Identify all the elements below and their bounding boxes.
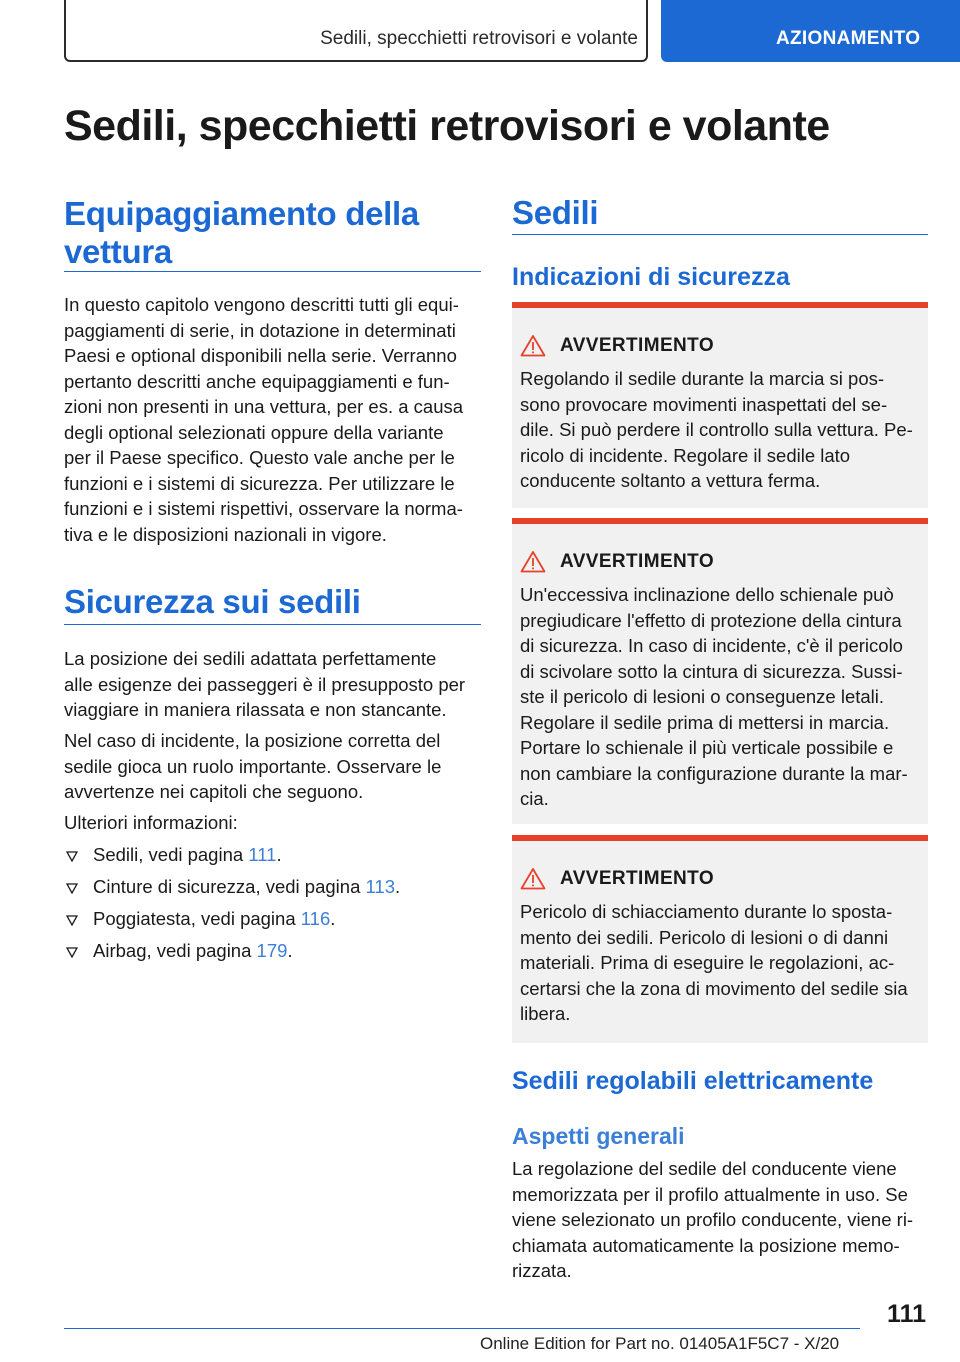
warning-box <box>512 302 928 508</box>
text-line: avvertenze nei capitoli che seguono. <box>64 781 364 802</box>
triangle-bullet-icon <box>66 883 78 894</box>
text-line: Portare lo schienale il più verticale possibile e <box>520 737 894 758</box>
section-heading-seat-safety: Sicurezza sui sedili <box>64 583 361 620</box>
header-section-title: Sedili, specchietti retrovisori e volante <box>320 28 638 49</box>
electric-seats-paragraph <box>512 1156 928 1284</box>
warning-label: AVVERTIMENTO <box>560 335 714 356</box>
warning-triangle-icon <box>520 867 546 890</box>
text-line: per il Paese specifico. Questo vale anche per le <box>64 447 455 468</box>
page-title: Sedili, specchietti retrovisori e volante <box>64 102 830 150</box>
section-heading-equipment <box>64 195 419 271</box>
text-line: La posizione dei sedili adattata perfettamente <box>64 648 437 669</box>
list-item-text: Sedili, vedi pagina <box>93 844 249 865</box>
text-line: certarsi che la zona di movimento del sedile sia <box>520 977 908 999</box>
list-item: Airbag, vedi pagina 179. <box>64 938 481 970</box>
subsection-heading-electric-seats: Sedili regolabili elettricamente <box>512 1067 874 1095</box>
text-line: Regolando il sedile durante la marcia si pos- <box>520 368 885 389</box>
text-line: pertanto descritti anche equipaggiamenti e fun- <box>64 370 450 392</box>
text-line: libera. <box>520 1003 571 1024</box>
text-line: degli optional selezionati oppure della variante <box>64 421 444 443</box>
text-line: ricolo di incidente. Regolare il sedile lato <box>520 444 851 466</box>
warning-label: AVVERTIMENTO <box>560 868 714 889</box>
list-item: Poggiatesta, vedi pagina 116. <box>64 906 481 938</box>
warning-box <box>512 518 928 824</box>
text-line: mento dei sedili. Pericolo di lesioni o di danni <box>520 926 889 948</box>
edition-note: Online Edition for Part no. 01405A1F5C7 - X/20 <box>480 1334 840 1353</box>
text-line: paggiamenti di serie, in dotazione in determinati <box>64 319 456 341</box>
heading-line: Equipaggiamento della <box>64 195 419 232</box>
text-line: conducente soltanto a vettura ferma. <box>520 470 821 491</box>
subheading-general: Aspetti generali <box>512 1123 685 1149</box>
seat-safety-paragraph-2 <box>64 728 481 805</box>
header-chapter-label: AZIONAMENTO <box>776 28 921 49</box>
text-line: ste il pericolo di lesioni o conseguenze letali. <box>520 686 885 707</box>
text-line: materiali. Prima di eseguire le regolazioni, ac- <box>520 952 895 973</box>
text-line: viene selezionato un profilo conducente, viene ri- <box>512 1209 914 1230</box>
text-line: dile. Si può perdere il controllo sulla vettura. Pe- <box>520 419 913 440</box>
text-line: non cambiare la configurazione durante la mar- <box>520 762 908 784</box>
footer-rule <box>64 1328 860 1329</box>
list-item-text: Poggiatesta, vedi pagina <box>93 908 301 929</box>
subsection-heading-safety: Indicazioni di sicurezza <box>512 263 790 291</box>
page-link-113[interactable]: 113 <box>365 876 396 897</box>
section-rule <box>64 624 481 625</box>
text-line: Un'eccessiva inclinazione dello schienale può <box>520 584 894 605</box>
section-rule <box>512 234 928 235</box>
warning-box <box>512 835 928 1043</box>
text-line: In questo capitolo vengono descritti tutti gli equi- <box>64 294 459 315</box>
text-line: pregiudicare l'effetto di protezione della cintura <box>520 609 902 631</box>
triangle-bullet-icon <box>66 947 78 958</box>
section-heading-seats: Sedili <box>512 194 599 231</box>
section-rule <box>64 271 481 272</box>
page-link-116[interactable]: 116 <box>300 908 331 929</box>
list-item-text: Cinture di sicurezza, vedi pagina <box>93 876 366 897</box>
page-link-111[interactable]: 111 <box>248 844 277 865</box>
text-line: zioni non presenti in una vettura, per es. a causa <box>64 396 464 417</box>
text-line: Pericolo di schiacciamento durante lo sposta- <box>520 901 893 922</box>
page-link-179[interactable]: 179 <box>256 940 288 961</box>
text-line: di scivolare sotto la cintura di sicurezza. Sussi- <box>520 660 903 682</box>
warning-text <box>520 899 922 1027</box>
triangle-bullet-icon <box>66 851 78 862</box>
further-info-label: Ulteriori informazioni: <box>64 812 238 833</box>
warning-text <box>520 366 922 494</box>
list-item: Cinture di sicurezza, vedi pagina 113. <box>64 874 481 906</box>
text-line: funzioni e i sistemi rispettivi, osservare la norma- <box>64 498 463 519</box>
text-line: cia. <box>520 788 549 809</box>
seat-safety-paragraph-1 <box>64 646 481 723</box>
list-item-text: Airbag, vedi pagina <box>93 940 257 961</box>
warning-text <box>520 582 922 812</box>
warning-triangle-icon <box>520 550 546 573</box>
further-info-list <box>64 842 481 970</box>
text-line: tiva e le disposizioni nazionali in vigore. <box>64 523 387 545</box>
text-line: rizzata. <box>512 1260 572 1281</box>
list-item: Sedili, vedi pagina 111. <box>64 842 481 874</box>
page-number: 111 <box>887 1300 926 1328</box>
heading-line: vettura <box>64 233 172 270</box>
warning-label: AVVERTIMENTO <box>560 551 714 572</box>
text-line: memorizzata per il profilo attualmente in uso. Se <box>512 1183 908 1205</box>
equipment-paragraph <box>64 292 481 547</box>
header-chapter-tab <box>661 0 960 62</box>
text-line: La regolazione del sedile del conducente viene <box>512 1158 897 1179</box>
text-line: Paesi e optional disponibili nella serie. Verranno <box>64 345 457 366</box>
text-line: di sicurezza. In caso di incidente, c'è il pericolo <box>520 635 903 656</box>
text-line: sono provocare movimenti inaspettati del se- <box>520 393 888 415</box>
text-line: Regolare il sedile prima di mettersi in marcia. <box>520 711 890 733</box>
text-line: alle esigenze dei passeggeri è il presupposto per <box>64 673 466 695</box>
text-line: sedile gioca un ruolo importante. Osservare le <box>64 755 442 777</box>
text-line: Nel caso di incidente, la posizione corretta del <box>64 730 441 751</box>
text-line: chiamata automaticamente la posizione memo- <box>512 1234 900 1256</box>
triangle-bullet-icon <box>66 915 78 926</box>
warning-triangle-icon <box>520 334 546 357</box>
text-line: funzioni e i sistemi di sicurezza. Per utilizzare le <box>64 472 455 494</box>
text-line: viaggiare in maniera rilassata e non stancante. <box>64 699 447 720</box>
